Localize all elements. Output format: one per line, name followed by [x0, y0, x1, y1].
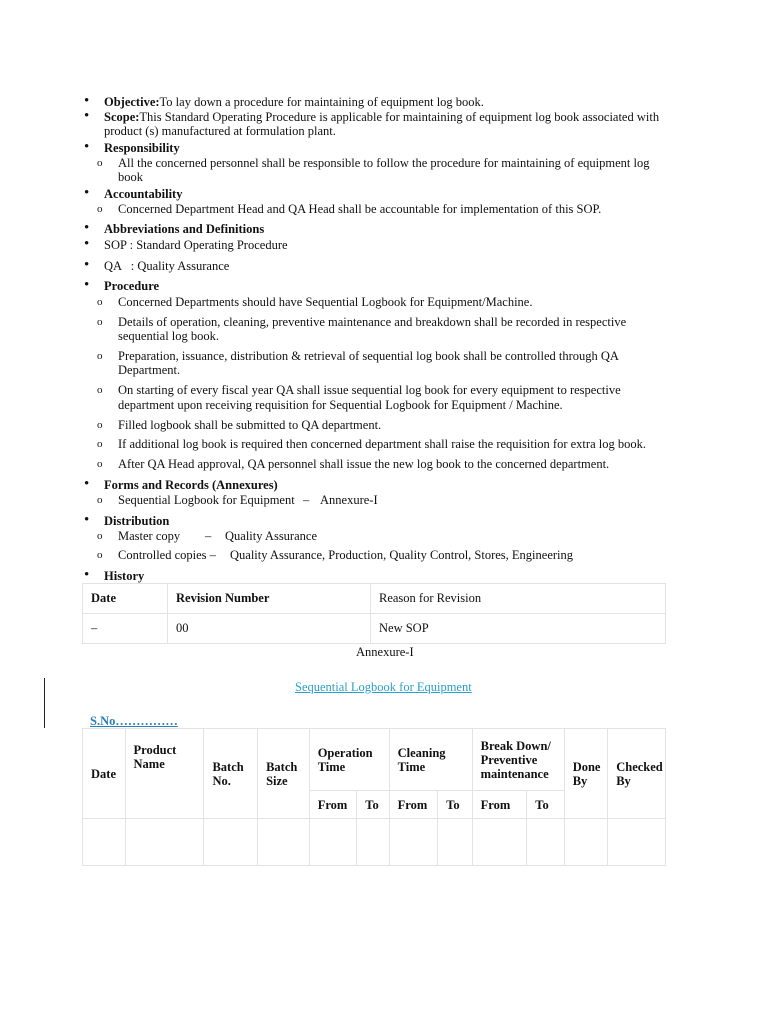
abbreviations-heading: Abbreviations and Definitions — [104, 222, 265, 236]
history-table — [82, 583, 666, 644]
history-header-revision: Revision Number — [168, 584, 371, 614]
bullet: • — [84, 476, 90, 492]
bullet: • — [84, 277, 90, 293]
abbr-sop: SOP : Standard Operating Procedure — [104, 238, 288, 252]
objective-label: Objective: — [104, 95, 160, 109]
bullet: • — [84, 567, 90, 583]
objective-text: To lay down a procedure for maintaining of equipment log book. — [159, 95, 484, 109]
sub-bullet: o — [97, 384, 103, 396]
logbook-cell[interactable] — [608, 819, 666, 866]
abbr-qa: QA : Quality Assurance — [104, 259, 230, 273]
annexure-title-link[interactable]: Sequential Logbook for Equipment — [295, 680, 472, 694]
procedure-item-4-cont: department upon receiving requisition for Sequential Logbook for Equipment / Machine. — [118, 398, 563, 412]
scope-line-1 — [104, 110, 659, 124]
bullet: • — [84, 220, 90, 236]
logbook-cell[interactable] — [564, 819, 608, 866]
accountability-heading: Accountability — [104, 187, 183, 201]
logbook-table — [82, 728, 666, 866]
sno-field: S.No…………… — [90, 714, 178, 728]
logbook-cell[interactable] — [125, 819, 204, 866]
bullet: • — [84, 93, 90, 109]
logbook-header-breakdown: Break Down/ Preventive maintenance — [472, 729, 564, 791]
logbook-cell[interactable] — [527, 819, 564, 866]
forms-item: Sequential Logbook for Equipment — [118, 493, 295, 507]
logbook-cell[interactable] — [357, 819, 389, 866]
forms-heading: Forms and Records (Annexures) — [104, 478, 278, 492]
logbook-header-operation-time: Operation Time — [309, 729, 389, 791]
procedure-item-1: Concerned Departments should have Sequential Logbook for Equipment/Machine. — [118, 295, 533, 309]
objective-line — [104, 95, 484, 109]
history-header-row — [83, 584, 666, 614]
logbook-op-to: To — [357, 791, 389, 819]
scope-label: Scope: — [104, 110, 140, 124]
history-header-reason: Reason for Revision — [371, 584, 666, 614]
logbook-cell[interactable] — [258, 819, 310, 866]
history-cell-revision: 00 — [168, 614, 371, 644]
logbook-break-from: From — [472, 791, 527, 819]
distribution-controlled-value: Quality Assurance, Production, Quality Control, Stores, Engineering — [230, 548, 574, 562]
forms-annex: Annexure-I — [320, 493, 378, 507]
sub-bullet: o — [97, 419, 103, 431]
bullet: • — [84, 257, 90, 273]
procedure-item-4: On starting of every fiscal year QA shall issue sequential log book for every equipment to respective — [118, 383, 621, 397]
logbook-op-from: From — [309, 791, 357, 819]
responsibility-text-1: All the concerned personnel shall be responsible to follow the procedure for maintaining of equipment log — [118, 156, 650, 170]
responsibility-text-2: book — [118, 170, 143, 184]
logbook-header-product-name: Product Name — [125, 729, 204, 819]
history-cell-reason: New SOP — [371, 614, 666, 644]
distribution-master-value: Quality Assurance — [225, 529, 317, 543]
logbook-header-cleaning-time: Cleaning Time — [389, 729, 472, 791]
history-row — [83, 614, 666, 644]
logbook-header-done-by: Done By — [564, 729, 608, 819]
sub-bullet: o — [97, 203, 103, 215]
logbook-clean-to: To — [438, 791, 472, 819]
logbook-header-batch-no: Batch No. — [204, 729, 258, 819]
logbook-header-row — [83, 729, 666, 791]
sub-bullet: o — [97, 438, 103, 450]
bullet: • — [84, 139, 90, 155]
history-heading: History — [104, 569, 145, 583]
sub-bullet: o — [97, 494, 103, 506]
accountability-text: Concerned Department Head and QA Head shall be accountable for implementation of this SOP. — [118, 202, 602, 216]
logbook-clean-from: From — [389, 791, 438, 819]
procedure-item-2: Details of operation, cleaning, preventive maintenance and breakdown shall be recorded in respective — [118, 315, 627, 329]
logbook-cell[interactable] — [472, 819, 527, 866]
procedure-item-3: Preparation, issuance, distribution & retrieval of sequential log book shall be controlled through QA — [118, 349, 619, 363]
logbook-break-to: To — [527, 791, 564, 819]
logbook-cell[interactable] — [83, 819, 126, 866]
sub-bullet: o — [97, 316, 103, 328]
logbook-cell[interactable] — [438, 819, 472, 866]
procedure-item-6: If additional log book is required then concerned department shall raise the requisition for extra log book. — [118, 437, 646, 451]
sub-bullet: o — [97, 296, 103, 308]
forms-dash: – — [303, 493, 310, 507]
procedure-item-7: After QA Head approval, QA personnel shall issue the new log book to the concerned department. — [118, 457, 610, 471]
responsibility-heading: Responsibility — [104, 141, 180, 155]
logbook-cell[interactable] — [309, 819, 357, 866]
logbook-empty-row — [83, 819, 666, 866]
procedure-item-2-cont: sequential log book. — [118, 329, 220, 343]
distribution-heading: Distribution — [104, 514, 170, 528]
history-header-date: Date — [83, 584, 168, 614]
procedure-heading: Procedure — [104, 279, 160, 293]
history-cell-date: – — [83, 614, 168, 644]
logbook-header-batch-size: Batch Size — [258, 729, 310, 819]
bullet: • — [84, 236, 90, 252]
logbook-cell[interactable] — [389, 819, 438, 866]
sub-bullet: o — [97, 350, 103, 362]
text-cursor — [44, 678, 45, 728]
logbook-header-date: Date — [83, 729, 126, 819]
distribution-controlled-label: Controlled copies – — [118, 548, 216, 562]
sub-bullet: o — [97, 549, 103, 561]
logbook-cell[interactable] — [204, 819, 258, 866]
bullet: • — [84, 512, 90, 528]
procedure-item-3-cont: Department. — [118, 363, 181, 377]
bullet: • — [84, 185, 90, 201]
sub-bullet: o — [97, 458, 103, 470]
sub-bullet: o — [97, 157, 103, 169]
distribution-master-label: Master copy — [118, 529, 181, 543]
sub-bullet: o — [97, 530, 103, 542]
bullet: • — [84, 108, 90, 124]
procedure-item-5: Filled logbook shall be submitted to QA department. — [118, 418, 382, 432]
scope-text-1: This Standard Operating Procedure is applicable for maintaining of equipment log book associated with — [139, 110, 660, 124]
distribution-master-dash: – — [205, 529, 212, 543]
logbook-header-checked-by: Checked By — [608, 729, 666, 819]
annexure-label: Annexure-I — [356, 645, 414, 659]
scope-line-2: product (s) manufactured at formulation plant. — [104, 124, 336, 138]
